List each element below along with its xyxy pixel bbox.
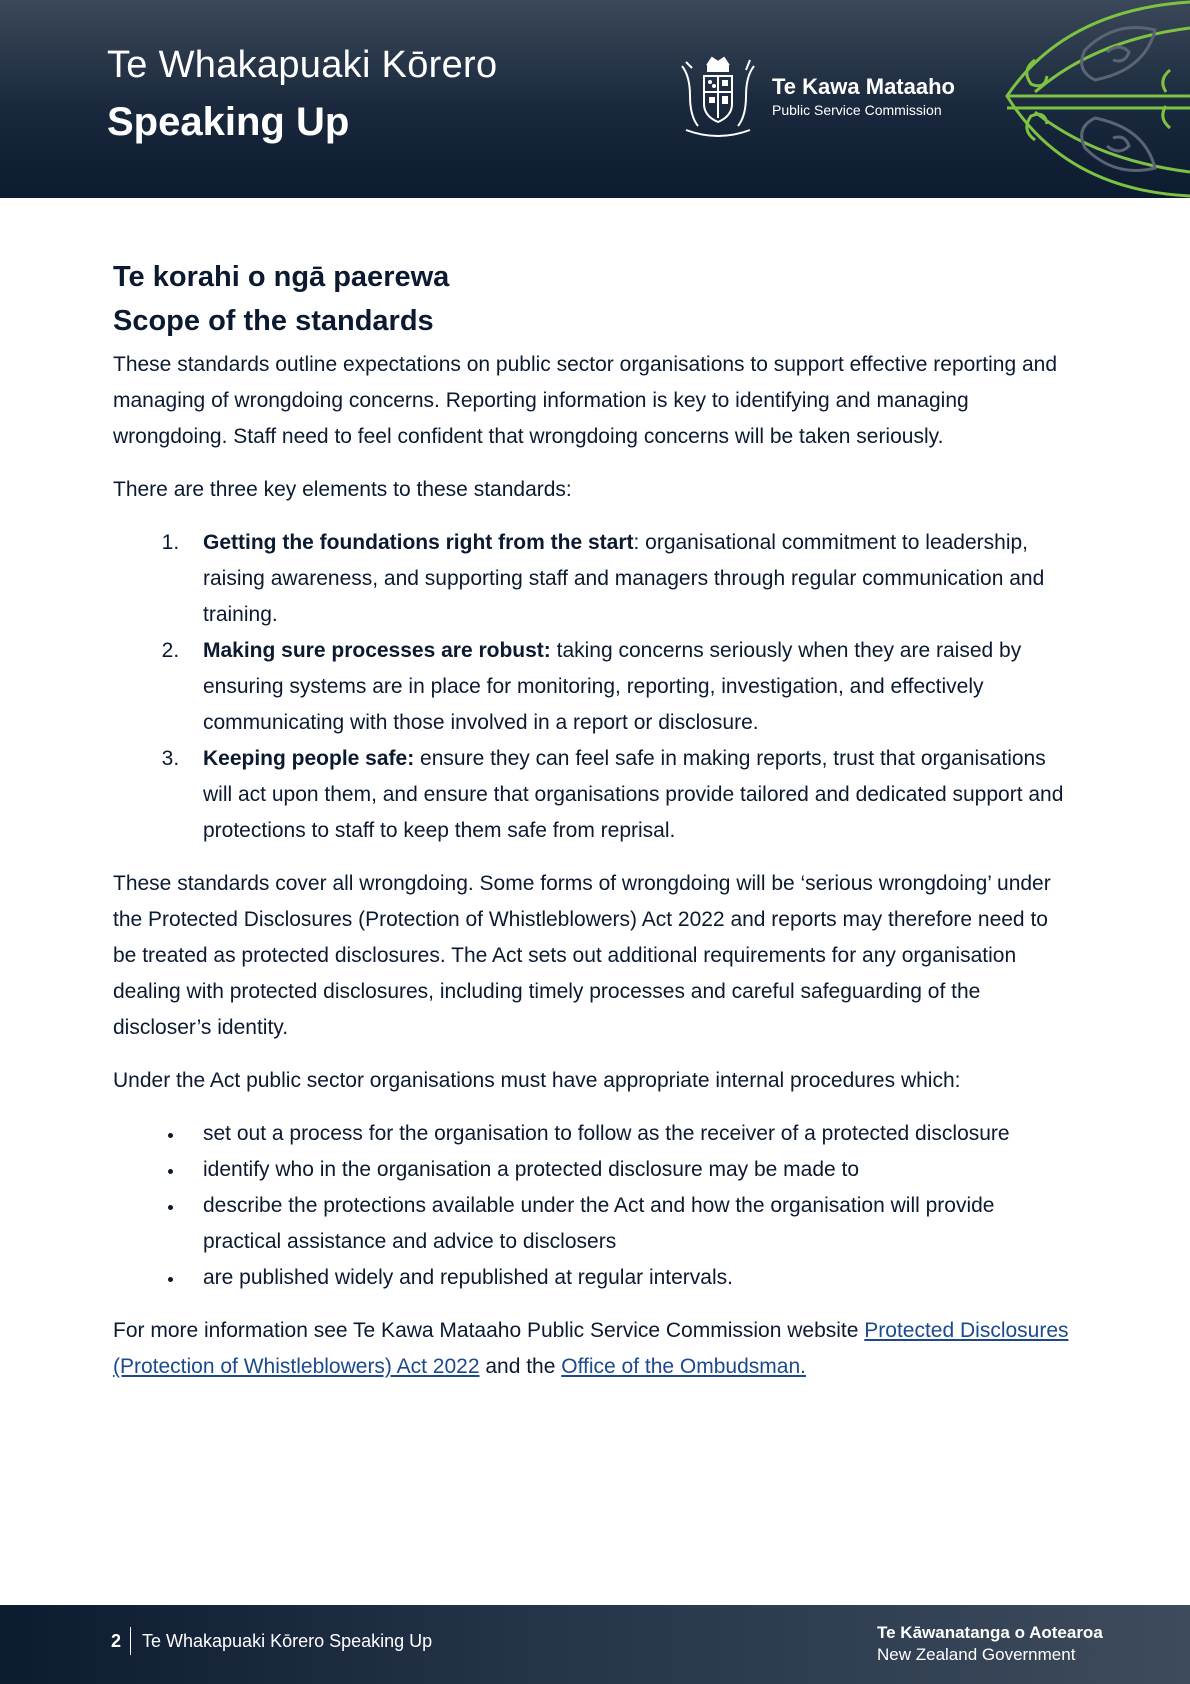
section-kicker: Te korahi o ngā paerewa (113, 261, 450, 293)
list-item-title: Keeping people safe: (203, 747, 415, 770)
protected-disclosures-act-link[interactable]: Protected Disclosures (Protection of Whistleblowers) Act 2022 (113, 1319, 1069, 1378)
page-footer (0, 1605, 1190, 1684)
list-item: • are published widely and republished at regular intervals. (185, 1260, 1073, 1296)
list-item-title: Getting the foundations right from the start (203, 531, 634, 554)
list-item: • set out a process for the organisation to follow as the receiver of a protected disclosure (185, 1116, 1073, 1152)
gov-name-english: New Zealand Government (877, 1645, 1076, 1664)
more-info-text: and the (479, 1355, 562, 1378)
nz-coat-of-arms-icon (672, 52, 764, 138)
more-info-paragraph (113, 1313, 1073, 1385)
coverage-paragraph: These standards cover all wrongdoing. Some forms of wrongdoing will be ‘serious wrongdoing’ under the Protected Disclosures (Protection of Whistleblowers) Act 2022 and reports may therefore need to be treated as protected disclosures. The Act sets out additional requirements for any organisation dealing with protected disclosures, including timely processes and careful safeguarding of the discloser’s identity. (113, 872, 1051, 1039)
page-number: 2 (111, 1631, 122, 1651)
key-elements-list (113, 525, 1073, 849)
list-item: • identify who in the organisation a protected disclosure may be made to (185, 1152, 1073, 1188)
gov-name-maori: Te Kāwanatanga o Aotearoa (877, 1623, 1103, 1642)
list-item-text: : organisational commitment to leadership, raising awareness, and supporting staff and managers through regular communication and training. (203, 531, 1045, 626)
section-heading: Scope of the standards (113, 305, 434, 337)
list-item-text: taking concerns seriously when they are raised by ensuring systems are in place for monitoring, reporting, investigation, and effectively communicating with those involved in a report or disclosure. (203, 639, 1022, 734)
org-name: Te Kawa Mataaho (772, 74, 955, 99)
org-subtitle: Public Service Commission (772, 102, 942, 118)
list-item-text: ensure they can feel safe in making reports, trust that organisations will act upon them, and ensure that organisations provide tailored and dedicated support and protections to staff to keep them safe from reprisal. (203, 747, 1064, 842)
list-item (185, 633, 1073, 741)
list-item-title: Making sure processes are robust: (203, 639, 551, 662)
header-title-maori: Te Whakapuaki Kōrero (107, 44, 498, 86)
main-content (113, 255, 1073, 1402)
header-title-english: Speaking Up (107, 100, 350, 144)
procedures-list (113, 1116, 1073, 1296)
list-item (185, 525, 1073, 633)
footer-divider (130, 1627, 131, 1655)
elements-intro: There are three key elements to these standards: (113, 478, 572, 501)
list-item: • describe the protections available under the Act and how the organisation will provide practical assistance and advice to disclosers (185, 1188, 1073, 1260)
footer-doc-title: Te Whakapuaki Kōrero Speaking Up (142, 1631, 433, 1651)
more-info-text: For more information see Te Kawa Mataaho Public Service Commission website (113, 1319, 865, 1342)
intro-paragraph: These standards outline expectations on public sector organisations to support effective reporting and managing of wrongdoing concerns. Reporting information is key to identifying and managing wrongdoing. Staff need to feel confident that wrongdoing concerns will be taken seriously. (113, 353, 1058, 448)
koru-pattern-icon (995, 0, 1190, 198)
ombudsman-link[interactable]: Office of the Ombudsman. (561, 1355, 806, 1378)
list-item (185, 741, 1073, 849)
procedures-intro: Under the Act public sector organisations must have appropriate internal procedures which: (113, 1069, 961, 1092)
page-header (0, 0, 1190, 198)
